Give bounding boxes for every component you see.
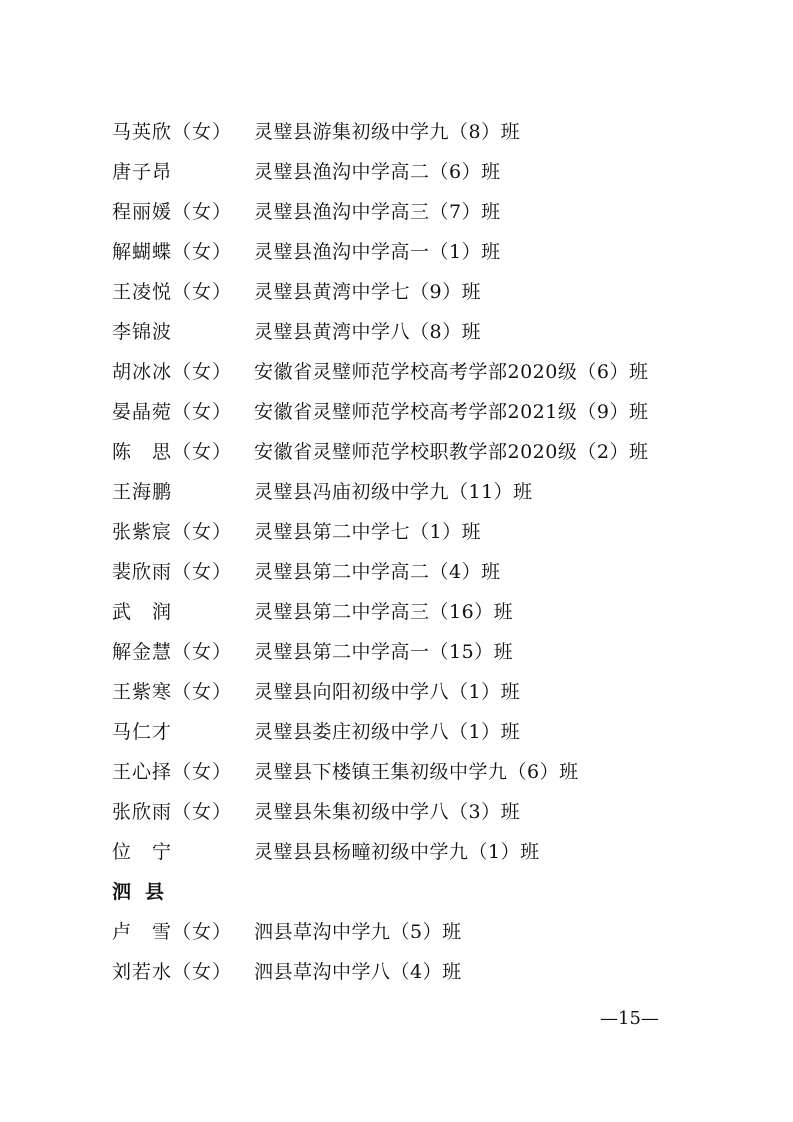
student-school: 泗县草沟中学九（5）班 <box>254 921 462 943</box>
student-name: 唐子昂 <box>112 161 173 183</box>
student-school: 灵璧县渔沟中学高二（6）班 <box>254 161 501 183</box>
list-item <box>0 592 793 632</box>
student-school: 灵璧县娄庄初级中学八（1）班 <box>254 721 521 743</box>
student-school: 安徽省灵璧师范学校高考学部2021级（9）班 <box>254 401 649 423</box>
student-name: 刘若水（女） <box>112 961 233 983</box>
student-name: 张欣雨（女） <box>112 801 233 823</box>
section-heading-row <box>0 872 793 912</box>
student-school: 安徽省灵璧师范学校高考学部2020级（6）班 <box>254 361 649 383</box>
list-item <box>0 392 793 432</box>
student-school: 灵璧县第二中学高一（15）班 <box>254 641 514 663</box>
list-item <box>0 952 793 992</box>
student-name: 李锦波 <box>112 321 173 343</box>
student-name: 王心择（女） <box>112 761 233 783</box>
student-name: 王海鹏 <box>112 481 173 503</box>
list-item <box>0 312 793 352</box>
student-school: 灵璧县向阳初级中学八（1）班 <box>254 681 521 703</box>
list-item <box>0 272 793 312</box>
student-school: 灵璧县第二中学七（1）班 <box>254 521 482 543</box>
list-item <box>0 712 793 752</box>
list-item <box>0 832 793 872</box>
student-school: 安徽省灵璧师范学校职教学部2020级（2）班 <box>254 441 649 463</box>
page-number: —15— <box>600 1008 659 1029</box>
student-name: 张紫宸（女） <box>112 521 233 543</box>
list-item <box>0 792 793 832</box>
list-item <box>0 632 793 672</box>
list-item <box>0 512 793 552</box>
list-item <box>0 352 793 392</box>
student-name: 程丽媛（女） <box>112 201 233 223</box>
student-name: 卢 雪（女） <box>112 921 233 943</box>
student-school: 灵璧县冯庙初级中学九（11）班 <box>254 481 533 503</box>
student-school: 灵璧县第二中学高二（4）班 <box>254 561 501 583</box>
student-school: 灵璧县渔沟中学高三（7）班 <box>254 201 501 223</box>
student-name: 王紫寒（女） <box>112 681 233 703</box>
student-school: 灵璧县黄湾中学七（9）班 <box>254 281 482 303</box>
student-name: 马英欣（女） <box>112 121 233 143</box>
student-school: 灵璧县朱集初级中学八（3）班 <box>254 801 521 823</box>
student-school: 灵璧县第二中学高三（16）班 <box>254 601 514 623</box>
student-name: 解金慧（女） <box>112 641 233 663</box>
list-item <box>0 912 793 952</box>
student-name: 武 润 <box>112 601 173 623</box>
student-name: 裴欣雨（女） <box>112 561 233 583</box>
student-school: 泗县草沟中学八（4）班 <box>254 961 462 983</box>
list-item <box>0 192 793 232</box>
student-school: 灵璧县黄湾中学八（8）班 <box>254 321 482 343</box>
list-item <box>0 232 793 272</box>
student-name: 解蝴蝶（女） <box>112 241 233 263</box>
student-name: 马仁才 <box>112 721 173 743</box>
list-item <box>0 672 793 712</box>
student-school: 灵璧县游集初级中学九（8）班 <box>254 121 521 143</box>
list-item <box>0 752 793 792</box>
student-school: 灵璧县渔沟中学高一（1）班 <box>254 241 501 263</box>
list-item <box>0 112 793 152</box>
student-list <box>0 112 793 992</box>
student-name: 位 宁 <box>112 841 173 863</box>
student-name: 陈 思（女） <box>112 441 233 463</box>
student-school: 灵璧县县杨疃初级中学九（1）班 <box>254 841 540 863</box>
student-name: 胡冰冰（女） <box>112 361 233 383</box>
list-item <box>0 432 793 472</box>
section-heading-sixian: 泗县 <box>112 881 179 903</box>
list-item <box>0 552 793 592</box>
list-item <box>0 472 793 512</box>
student-name: 王凌悦（女） <box>112 281 233 303</box>
list-item <box>0 152 793 192</box>
student-name: 晏晶菀（女） <box>112 401 233 423</box>
student-school: 灵璧县下楼镇王集初级中学九（6）班 <box>254 761 579 783</box>
